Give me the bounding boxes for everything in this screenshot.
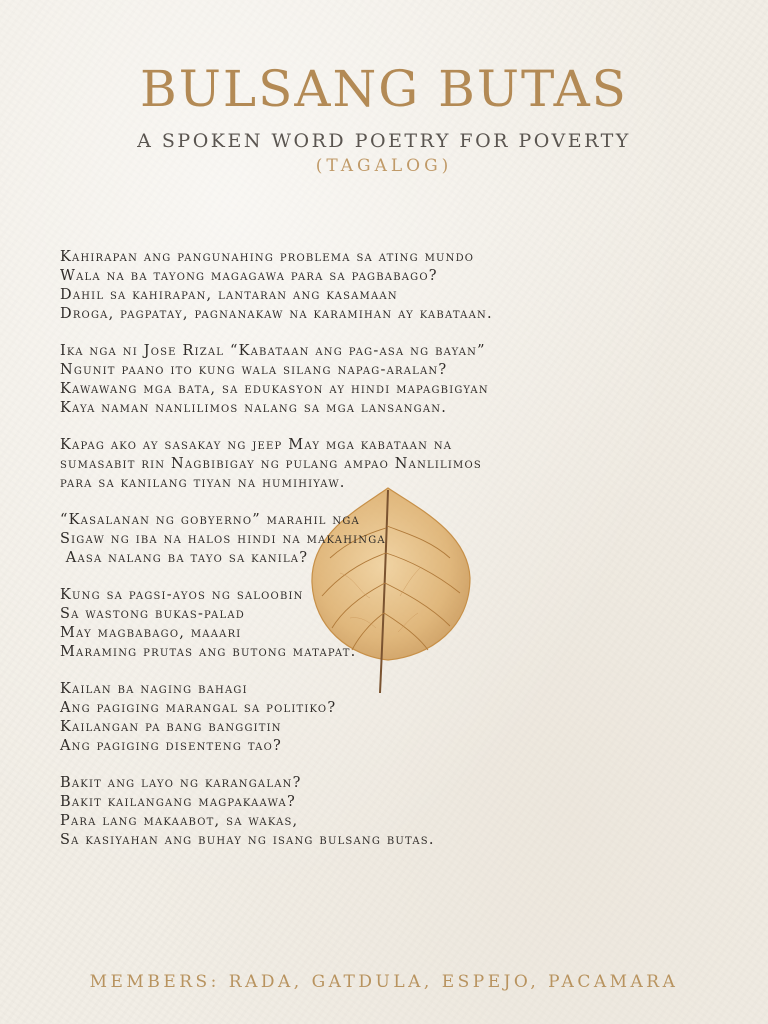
poem-line: Kapag ako ay sasakay ng jeep May mga kabataan na (60, 437, 453, 453)
stanza (60, 680, 740, 756)
poem-line: Bakit kailangang magpakaawa? (60, 794, 296, 810)
poem-line: Sa wastong bukas-palad (60, 606, 245, 622)
page-subtitle: A SPOKEN WORD POETRY FOR POVERTY (137, 130, 631, 152)
poem-line: Wala na ba tayong magagawa para sa pagbabago? (60, 268, 438, 284)
poem-line: Kawawang mga bata, sa edukasyon ay hindi mapagbigyan (60, 381, 489, 397)
poem-line: Droga, pagpatay, pagnanakaw na karamihan ay kabataan. (60, 306, 493, 322)
stanza (60, 774, 740, 850)
poem-body (60, 248, 740, 868)
poem-line: Maraming prutas ang butong matapat. (60, 644, 357, 660)
stanza (60, 436, 740, 493)
poem-line: Sa kasiyahan ang buhay ng isang bulsang butas. (60, 832, 435, 848)
poem-line: Aasa nalang ba tayo sa kanila? (60, 550, 309, 566)
language-label: (TAGALOG) (315, 156, 453, 176)
page-title: BULSANG BUTAS (140, 60, 628, 118)
members-credit: MEMBERS: RADA, GATDULA, ESPEJO, PACAMARA (89, 972, 679, 992)
poem-line: Dahil sa kahirapan, lantaran ang kasamaan (60, 287, 398, 303)
poem-line: Bakit ang layo ng karangalan? (60, 775, 302, 791)
poem-line: Sigaw ng iba na halos hindi na makahinga (60, 531, 386, 547)
poem-line: sumasabit rin Nagbibigay ng pulang ampao Nanlilimos (60, 456, 482, 472)
poem-line: Ngunit paano ito kung wala silang napag-aralan? (60, 362, 448, 378)
poem-line: Kailangan pa bang banggitin (60, 719, 282, 735)
poem-line: Para lang makaabot, sa wakas, (60, 813, 299, 829)
poem-line: Kahirapan ang pangunahing problema sa ating mundo (60, 249, 475, 265)
poem-line: Kailan ba naging bahagi (60, 681, 248, 697)
poem-line: Kung sa pagsi-ayos ng saloobin (60, 587, 304, 603)
poem-line: Ang pagiging marangal sa politiko? (60, 700, 337, 716)
poem-line: para sa kanilang tiyan na humihiyaw. (60, 475, 346, 491)
stanza (60, 511, 740, 568)
stanza (60, 586, 740, 662)
poem-line: Ika nga ni Jose Rizal “Kabataan ang pag-asa ng bayan” (60, 343, 486, 359)
poem-line: Kaya naman nanlilimos nalang sa mga lansangan. (60, 400, 448, 416)
stanza (60, 248, 740, 324)
poem-line: Ang pagiging disenteng tao? (60, 738, 282, 754)
stanza (60, 342, 740, 418)
poem-line: “Kasalanan ng gobyerno” marahil nga (60, 512, 360, 528)
poem-line: May magbabago, maaari (60, 625, 242, 641)
